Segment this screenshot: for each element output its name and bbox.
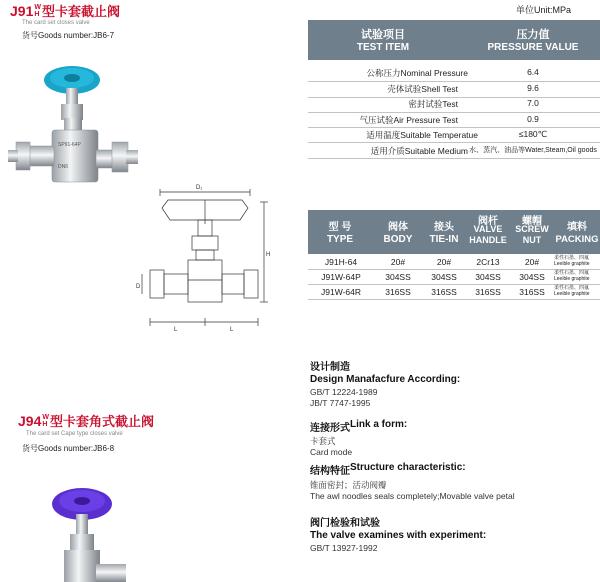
spec-line: GB/T 13927-1992 bbox=[310, 543, 378, 553]
product2-goods-label: 货号Goods number: bbox=[22, 444, 94, 453]
mat-header-cn: 阀体 bbox=[388, 222, 408, 233]
product2-title bbox=[18, 414, 154, 428]
spec-title-en: The valve examines with experiment: bbox=[310, 530, 487, 541]
mat-cell-type: J91W-64R bbox=[321, 287, 361, 297]
material-table-body bbox=[308, 254, 600, 302]
spec-title-cn: 连接形式 bbox=[310, 423, 350, 434]
mat-cell-handle: 2Cr13 bbox=[476, 257, 500, 267]
valve-body-mark-2: DN6 bbox=[58, 164, 69, 170]
spec-line: JB/T 7747-1995 bbox=[310, 398, 371, 408]
label-h: H bbox=[266, 252, 271, 258]
label-d1: D₁ bbox=[196, 185, 203, 191]
product1-title bbox=[10, 4, 120, 18]
pressure-header-cn: 压力值 bbox=[516, 29, 550, 41]
valve-photo-1 bbox=[6, 42, 140, 202]
product1-code: J91 bbox=[10, 3, 34, 19]
product2-sup-bottom: H bbox=[42, 421, 48, 428]
mat-cell-packing: 柔性石墨、四氟 Leeible graphite bbox=[554, 285, 590, 297]
product2-title-cn: 型卡套角式截止阀 bbox=[49, 414, 154, 429]
test-row-value: 6.4 bbox=[527, 67, 539, 77]
product1-subtitle: The card set closes valve bbox=[22, 20, 90, 26]
mat-header-en: VALVE HANDLE bbox=[469, 224, 507, 245]
product1-sup-bottom: H bbox=[34, 11, 40, 18]
valve-photo-2 bbox=[20, 464, 140, 582]
test-row-label: 壳体试验Shell Test bbox=[387, 84, 458, 94]
label-d: D bbox=[136, 284, 141, 290]
spec-section-link bbox=[310, 419, 598, 458]
product2-subtitle: The card set Cape type closes valve bbox=[26, 431, 123, 437]
product2-goods-number: JB6-8 bbox=[93, 444, 115, 453]
mat-cell-packing: 柔性石墨、四氟 Leeible graphite bbox=[554, 270, 590, 282]
mat-cell-packing: 柔性石墨、四氟 Leeible graphite bbox=[554, 255, 590, 267]
mat-cell-handle: 304SS bbox=[475, 272, 501, 282]
mat-header-en: TYPE bbox=[326, 234, 354, 245]
test-row-label: 公称压力Nominal Pressure bbox=[366, 68, 468, 78]
mat-cell-type: J91H-64 bbox=[324, 257, 358, 267]
mat-cell-nut: 316SS bbox=[519, 287, 545, 297]
spec-section-structure bbox=[310, 462, 598, 502]
mat-header-en: BODY bbox=[383, 234, 413, 245]
valve-body-mark-1: SP91-64P bbox=[58, 142, 81, 148]
mat-cell-handle: 316SS bbox=[475, 287, 501, 297]
spec-line: GB/T 12224-1989 bbox=[310, 387, 378, 397]
spec-line: 卡套式 bbox=[310, 436, 336, 446]
spec-title-cn: 结构特征 bbox=[310, 466, 350, 477]
mat-header-cn: 填料 bbox=[567, 222, 587, 233]
spec-title-en: Structure characteristic: bbox=[350, 462, 466, 473]
mat-cell-nut: 304SS bbox=[519, 272, 545, 282]
test-row-label: 适用温度Suitable Temperatue bbox=[366, 130, 478, 140]
spec-title-en: Link a form: bbox=[350, 419, 408, 430]
product2-sup-top: W bbox=[42, 414, 49, 421]
test-row-value: ≤180℃ bbox=[518, 129, 548, 139]
unit-label: 单位Unit:MPa bbox=[516, 5, 572, 15]
test-row-label: 密封试验Test bbox=[408, 99, 458, 109]
spec-line: Card mode bbox=[310, 447, 353, 457]
product1-title-cn: 型卡套截止阀 bbox=[41, 4, 120, 19]
spec-title-cn: 阀门检验和试验 bbox=[310, 518, 380, 529]
test-item-header-en: TEST ITEM bbox=[356, 42, 410, 53]
spec-title-cn: 设计制造 bbox=[310, 362, 350, 373]
product1-sup-top: W bbox=[34, 4, 41, 11]
test-row-value: 0.9 bbox=[527, 114, 539, 124]
test-table-header bbox=[308, 20, 600, 60]
product1-goods-label: 货号Goods number: bbox=[22, 31, 94, 40]
mat-cell-type: J91W-64P bbox=[321, 272, 361, 282]
label-l-2: L bbox=[230, 327, 234, 333]
product1-goods-number: JB6-7 bbox=[93, 31, 115, 40]
product1-goods bbox=[22, 30, 114, 41]
test-row-label: 适用介质Suitable Medium bbox=[370, 146, 468, 156]
mat-cell-body: 304SS bbox=[385, 272, 411, 282]
mat-header-cn: 阀杆 bbox=[478, 216, 498, 227]
test-row-label: 气压试验Air Pressure Test bbox=[359, 115, 458, 125]
pressure-header-en: PRESSURE VALUE bbox=[487, 42, 579, 53]
spec-section-design bbox=[310, 358, 598, 409]
spec-section-test bbox=[310, 514, 598, 554]
mat-header-cn: 螺帽 bbox=[522, 216, 542, 227]
mat-header-en: PACKING bbox=[555, 234, 599, 245]
material-table-header bbox=[308, 210, 600, 254]
mat-cell-tiein: 304SS bbox=[431, 272, 457, 282]
product2-goods bbox=[22, 443, 114, 454]
test-row-value: 9.6 bbox=[527, 83, 539, 93]
label-l-1: L bbox=[174, 327, 178, 333]
mat-cell-body: 316SS bbox=[385, 287, 411, 297]
product2-code: J94 bbox=[18, 413, 42, 429]
spec-title-en: Design Manafacfure According: bbox=[310, 374, 461, 385]
test-row-value: 水、蒸汽、油品等Water,Steam,Oil goods bbox=[469, 147, 597, 154]
test-item-header-cn: 试验项目 bbox=[361, 29, 405, 41]
spec-line: 锥面密封；活动阀瓣 bbox=[310, 480, 387, 490]
mat-header-cn: 型 号 bbox=[328, 222, 352, 233]
mat-cell-body: 20# bbox=[390, 257, 406, 267]
mat-header-en: SCREW NUT bbox=[515, 224, 549, 245]
mat-cell-tiein: 316SS bbox=[431, 287, 457, 297]
mat-header-en: TIE-IN bbox=[429, 234, 459, 245]
test-row-value: 7.0 bbox=[527, 98, 539, 108]
mat-cell-tiein: 20# bbox=[436, 257, 452, 267]
mat-cell-nut: 20# bbox=[524, 257, 540, 267]
spec-line: The awl noodles seals completely;Movable valve petal bbox=[310, 491, 515, 501]
valve-drawing bbox=[130, 180, 280, 340]
mat-header-cn: 接头 bbox=[434, 222, 454, 233]
